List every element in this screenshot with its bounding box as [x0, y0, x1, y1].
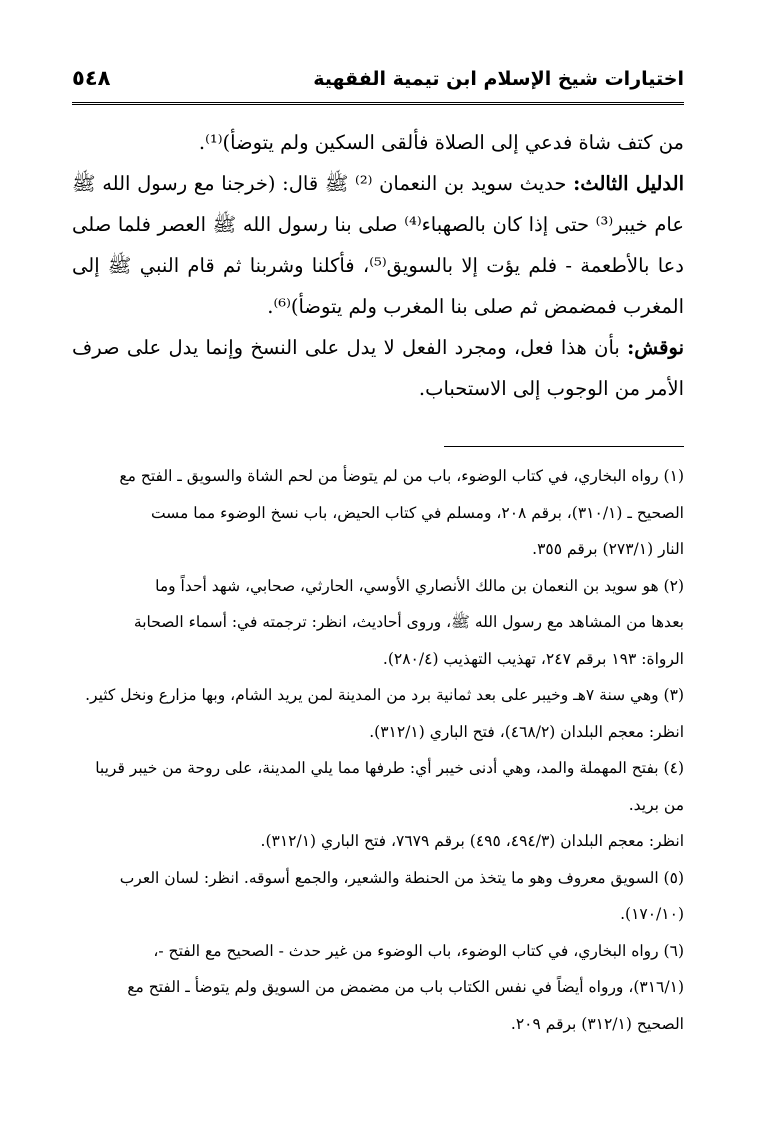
discussion-text: بأن هذا فعل، ومجرد الفعل لا يدل على النسخ وإنما يدل على صرف الأمر من الوجوب إلى الاستحباب. — [72, 336, 684, 400]
footnote-line: النار (٢٧٣/١) برقم ٣٥٥. — [532, 540, 684, 558]
footnote-line: انظر: معجم البلدان (٤٩٤/٣، ٤٩٥) برقم ٧٦٧٩، فتح الباري (٣١٢/١). — [260, 832, 684, 850]
third-evidence-heading: الدليل الثالث: — [573, 172, 685, 195]
footnote-line: (٤) بفتح المهملة والمد، وهي أدنى خيبر أي: طرفها مما يلي المدينة، على روحة من خيبر قريبا — [95, 759, 684, 777]
third-evidence-text: حديث سويد بن النعمان ⁽²⁾ ﷺ قال: (خرجنا مع رسول الله ﷺ عام خيبر⁽³⁾ حتى إذا كان بالصهباء⁽⁴⁾ صلى بنا رسول الله ﷺ العصر فلما صلى دعا بالأطعمة - فلم يؤت إلا بالسويق⁽⁵⁾، فأكلنا وشربنا ثم قام النبي ﷺ إلى المغرب فمضمض ثم صلى بنا المغرب ولم يتوضأ)⁽⁶⁾. — [72, 172, 684, 318]
footnote-line: الصحيح ـ (٣١٠/١)، برقم ٢٠٨، ومسلم في كتاب الحيض، باب نسخ الوضوء مما مست — [150, 503, 684, 522]
book-title: اختيارات شيخ الإسلام ابن تيمية الفقهية — [313, 68, 684, 90]
footnote-line: بعدها من المشاهد مع رسول الله ﷺ، وروى أحاديث، انظر: ترجمته في: أسماء الصحابة — [133, 613, 684, 631]
page-header — [72, 62, 684, 105]
footnote-line: الرواة: ١٩٣ برقم ٢٤٧، تهذيب التهذيب (٢٨٠/٤). — [382, 649, 684, 668]
footnote-line: من بريد. — [628, 795, 684, 814]
footnote-5 — [72, 860, 684, 933]
paragraph-discussion — [72, 327, 684, 409]
main-text — [72, 122, 684, 409]
footnote-line: (٣١٦/١)، ورواه أيضاً في نفس الكتاب باب من مضمض من السويق ولم يتوضأ ـ الفتح مع — [127, 978, 684, 996]
footnote-line: (٦) رواه البخاري، في كتاب الوضوء، باب الوضوء من غير حدث - الصحيح مع الفتح -، — [153, 941, 684, 960]
footnote-line: (٣) وهي سنة ٧هـ وخيبر على بعد ثمانية برد من المدينة لمن يريد الشام، وبها مزارع ونخل كثير. — [85, 686, 684, 704]
footnote-4 — [72, 750, 684, 860]
footnote-line: (٥) السويق معروف وهو ما يتخذ من الحنطة والشعير، والجمع أسوقه. انظر: لسان العرب — [119, 868, 684, 887]
paragraph-continuation: من كتف شاة فدعي إلى الصلاة فألقى السكين ولم يتوضأ)⁽¹⁾. — [198, 131, 684, 154]
footnote-1 — [72, 458, 684, 568]
page-number: ٥٤٨ — [72, 66, 111, 90]
footnote-divider — [444, 446, 684, 447]
footnote-line: الصحيح (٣١٢/١) برقم ٢٠٩. — [510, 1014, 684, 1033]
footnote-3 — [72, 677, 684, 750]
footnote-2 — [72, 568, 684, 678]
discussion-heading: نوقش: — [627, 336, 684, 359]
footnotes — [72, 458, 684, 1042]
footnote-line: (١) رواه البخاري، في كتاب الوضوء، باب من لم يتوضأ من لحم الشاة والسويق ـ الفتح مع — [119, 467, 684, 485]
footnote-line: انظر: معجم البلدان (٤٦٨/٢)، فتح الباري (٣١٢/١). — [369, 722, 684, 741]
footnote-line: (١٧٠/١٠). — [620, 905, 684, 923]
paragraph-third-evidence — [72, 163, 684, 327]
footnote-line: (٢) هو سويد بن النعمان بن مالك الأنصاري الأوسي، الحارثي، صحابي، شهد أحداً وما — [155, 576, 684, 595]
footnote-6 — [72, 933, 684, 1043]
